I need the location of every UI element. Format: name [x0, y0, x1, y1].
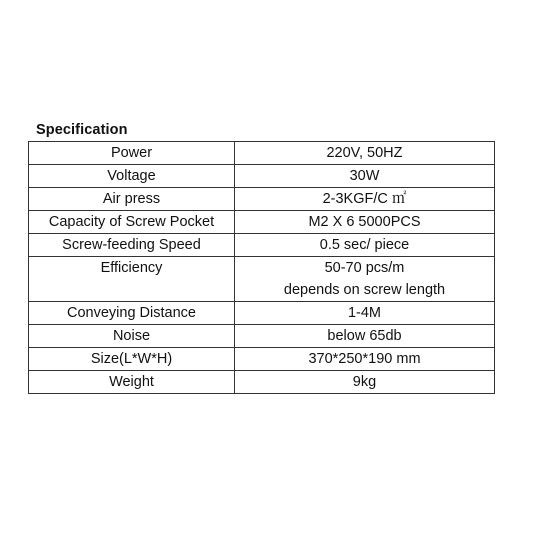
spec-value: 0.5 sec/ piece [235, 234, 495, 257]
spec-label: Capacity of Screw Pocket [29, 211, 235, 234]
spec-label: Screw-feeding Speed [29, 234, 235, 257]
table-row [29, 348, 495, 371]
table-row [29, 211, 495, 234]
spec-value: 370*250*190 mm [235, 348, 495, 371]
table-row [29, 371, 495, 394]
table-row [29, 257, 495, 302]
table-row [29, 142, 495, 165]
table-row [29, 165, 495, 188]
spec-label: Efficiency [29, 257, 235, 302]
spec-label: Weight [29, 371, 235, 394]
spec-value: 30W [235, 165, 495, 188]
spec-label: Voltage [29, 165, 235, 188]
spec-label: Noise [29, 325, 235, 348]
spec-value: 2-3KGF/C ㎡ [235, 188, 495, 211]
table-row [29, 188, 495, 211]
table-row [29, 234, 495, 257]
spec-value: 50-70 pcs/m depends on screw length [235, 257, 495, 302]
spec-value: 220V, 50HZ [235, 142, 495, 165]
spec-table [28, 141, 495, 394]
spec-label: Size(L*W*H) [29, 348, 235, 371]
spec-label: Power [29, 142, 235, 165]
spec-value: below 65db [235, 325, 495, 348]
table-row [29, 302, 495, 325]
spec-heading: Specification [36, 122, 128, 138]
spec-label: Air press [29, 188, 235, 211]
spec-value: 1-4M [235, 302, 495, 325]
spec-value: M2 X 6 5000PCS [235, 211, 495, 234]
table-row [29, 325, 495, 348]
spec-label: Conveying Distance [29, 302, 235, 325]
spec-value: 9kg [235, 371, 495, 394]
